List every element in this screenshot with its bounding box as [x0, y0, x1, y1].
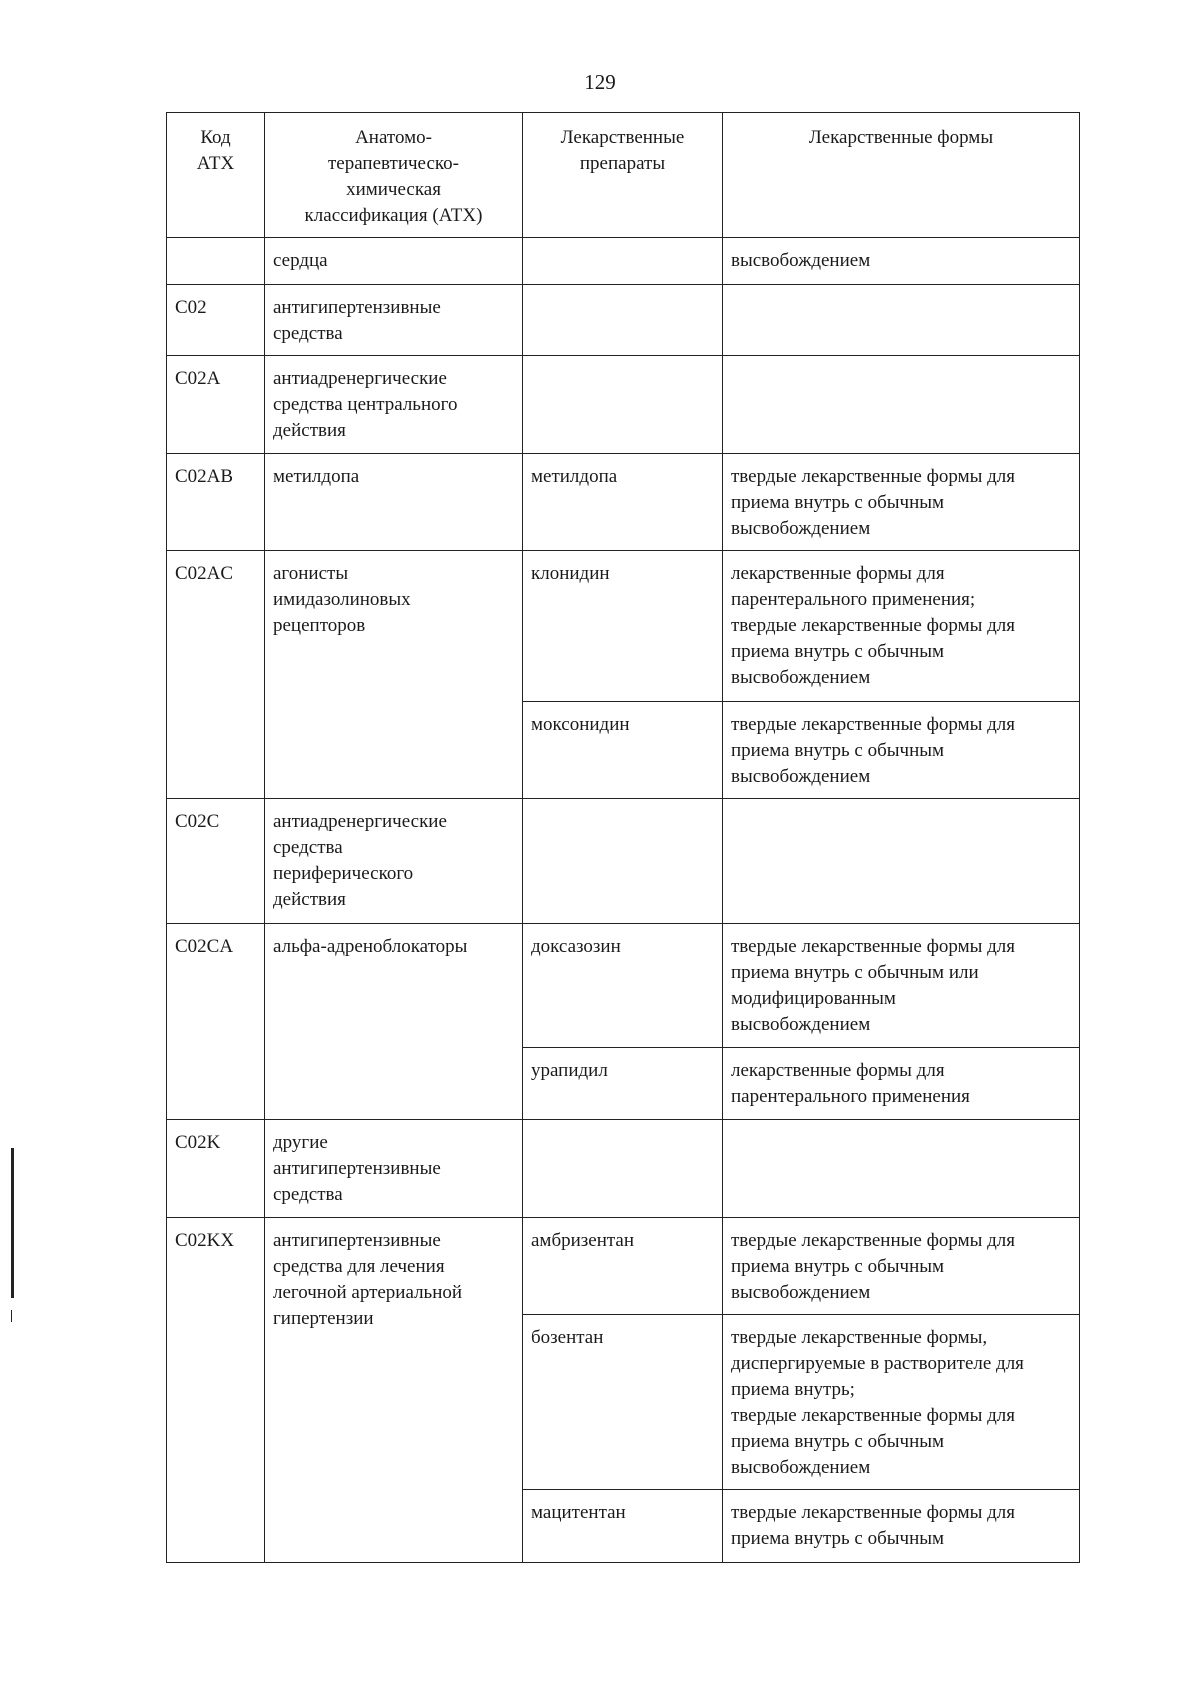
classification-cell: метилдопа	[265, 454, 523, 551]
atx-code-cell: C02AC	[167, 551, 265, 799]
classification-cell: антиадренергические средства центрального действия	[265, 356, 523, 454]
drug-cell: урапидил	[523, 1048, 723, 1120]
drug-cell: мацитентан	[523, 1490, 723, 1563]
table-row	[167, 238, 1080, 285]
table-row	[167, 454, 1080, 551]
forms-cell: лекарственные формы для парентерального применения	[723, 1048, 1080, 1120]
drug-cell: метилдопа	[523, 454, 723, 551]
drug-cell: амбризентан	[523, 1218, 723, 1315]
drug-cell: доксазозин	[523, 924, 723, 1048]
forms-cell	[723, 285, 1080, 356]
forms-cell: высвобождением	[723, 238, 1080, 285]
classification-cell: другие антигипертензивные средства	[265, 1120, 523, 1218]
atx-code-cell: C02KX	[167, 1218, 265, 1563]
atx-code-cell: C02K	[167, 1120, 265, 1218]
drug-cell: клонидин	[523, 551, 723, 702]
header-classification: Анатомо- терапевтическо- химическая классификация (АТХ)	[265, 113, 523, 238]
forms-cell: твердые лекарственные формы для приема внутрь с обычным или модифицированным высвобождением	[723, 924, 1080, 1048]
scan-margin-mark	[11, 1148, 14, 1298]
table-row	[167, 924, 1080, 1048]
drug-cell	[523, 1120, 723, 1218]
table-row	[167, 799, 1080, 924]
atx-code-cell: C02A	[167, 356, 265, 454]
forms-cell: твердые лекарственные формы, диспергируемые в растворителе для приема внутрь; твердые лекарственные формы для приема внутрь с обычным высвобождением	[723, 1315, 1080, 1490]
forms-cell	[723, 1120, 1080, 1218]
table-row	[167, 1218, 1080, 1315]
classification-cell: альфа-адреноблокаторы	[265, 924, 523, 1120]
page-number: 129	[584, 70, 616, 94]
atx-code-cell: C02CA	[167, 924, 265, 1120]
header-code: Код АТХ	[167, 113, 265, 238]
atx-table	[166, 112, 1080, 1563]
forms-cell: твердые лекарственные формы для приема внутрь с обычным высвобождением	[723, 702, 1080, 799]
classification-cell: сердца	[265, 238, 523, 285]
drug-cell: бозентан	[523, 1315, 723, 1490]
header-forms: Лекарственные формы	[723, 113, 1080, 238]
drug-cell	[523, 285, 723, 356]
drug-cell	[523, 799, 723, 924]
classification-cell: антиадренергические средства периферического действия	[265, 799, 523, 924]
drug-cell	[523, 238, 723, 285]
drug-cell	[523, 356, 723, 454]
drug-cell: моксонидин	[523, 702, 723, 799]
table-header-row	[167, 113, 1080, 238]
classification-cell: агонисты имидазолиновых рецепторов	[265, 551, 523, 799]
classification-cell: антигипертензивные средства для лечения легочной артериальной гипертензии	[265, 1218, 523, 1563]
atx-code-cell: C02	[167, 285, 265, 356]
forms-cell	[723, 799, 1080, 924]
scan-margin-mark	[11, 1310, 12, 1322]
forms-cell: твердые лекарственные формы для приема внутрь с обычным высвобождением	[723, 454, 1080, 551]
forms-cell: твердые лекарственные формы для приема внутрь с обычным высвобождением	[723, 1218, 1080, 1315]
atx-code-cell: C02C	[167, 799, 265, 924]
forms-cell: твердые лекарственные формы для приема внутрь с обычным	[723, 1490, 1080, 1563]
atx-code-cell	[167, 238, 265, 285]
table-row	[167, 356, 1080, 454]
forms-cell: лекарственные формы для парентерального применения; твердые лекарственные формы для приема внутрь с обычным высвобождением	[723, 551, 1080, 702]
table-row	[167, 551, 1080, 702]
header-drugs: Лекарственные препараты	[523, 113, 723, 238]
table-row	[167, 1120, 1080, 1218]
table-row	[167, 285, 1080, 356]
forms-cell	[723, 356, 1080, 454]
classification-cell: антигипертензивные средства	[265, 285, 523, 356]
atx-code-cell: C02AB	[167, 454, 265, 551]
